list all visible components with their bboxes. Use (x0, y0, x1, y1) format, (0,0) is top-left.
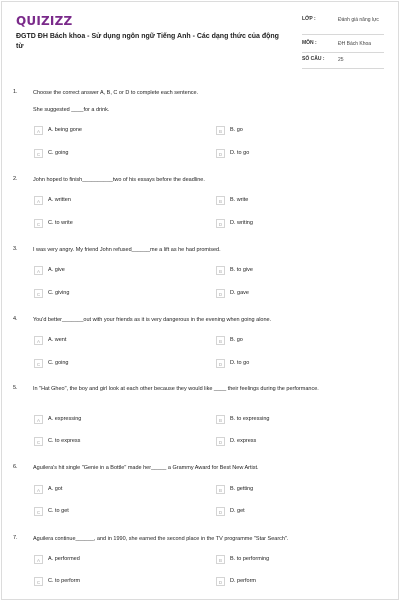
quizizz-logo: QUIZIZZ (16, 14, 73, 28)
option-text: D. gave (230, 290, 249, 296)
option-letter-box: A (34, 485, 43, 494)
option-letter-box: C (34, 359, 43, 368)
meta-class-row (302, 16, 384, 35)
option-text: A. being gone (48, 127, 82, 133)
option-letter-box: C (34, 577, 43, 586)
option-text: A. went (48, 337, 67, 343)
option-text: D. perform (230, 578, 256, 584)
option-letter-box: A (34, 266, 43, 275)
meta-subject-row (302, 40, 384, 53)
option-text: C. going (48, 360, 69, 366)
worksheet-title: ĐGTD ĐH Bách khoa - Sử dụng ngôn ngữ Tiếng Anh - Các dạng thức của động từ (16, 33, 279, 50)
option-letter-box: C (34, 149, 43, 158)
option-text: A. expressing (48, 416, 82, 422)
option-letter-box: C (34, 507, 43, 516)
option-letter-box: D (216, 149, 225, 158)
option-text: B. go (230, 127, 243, 133)
question-number: 1. (13, 89, 18, 95)
option-letter-box: D (216, 507, 225, 516)
option-letter-box: D (216, 437, 225, 446)
option-text: B. to performing (230, 556, 270, 562)
option-letter-box: B (216, 266, 225, 275)
option-text: C. giving (48, 290, 70, 296)
question-text: She suggested ____for a drink. (33, 107, 110, 113)
option-letter-box: A (34, 126, 43, 135)
option-letter-box: A (34, 555, 43, 564)
option-letter-box: C (34, 219, 43, 228)
option-letter-box: D (216, 359, 225, 368)
option-letter-box: A (34, 415, 43, 424)
option-letter-box: B (216, 555, 225, 564)
question-text: In "Hat Gheo", the boy and girl look at each other because they would like ____ their feelings during the performance. (33, 386, 319, 392)
option-letter-box: C (34, 289, 43, 298)
question-text: Aguilera continue______, and in 1990, she earned the second place in the TV programme "Star Search". (33, 536, 289, 542)
meta-subject-label: MÔN : (302, 40, 317, 46)
option-letter-box: B (216, 196, 225, 205)
option-letter-box: B (216, 336, 225, 345)
option-text: C. to write (48, 220, 73, 226)
question-number: 2. (13, 176, 18, 182)
option-text: C. going (48, 150, 69, 156)
option-text: A. got (48, 486, 63, 492)
option-text: B. to give (230, 267, 253, 273)
option-letter-box: B (216, 415, 225, 424)
option-text: C. to perform (48, 578, 81, 584)
option-letter-box: D (216, 219, 225, 228)
question-number: 6. (13, 464, 18, 470)
option-text: B. go (230, 337, 243, 343)
option-text: A. give (48, 267, 65, 273)
option-text: D. get (230, 508, 245, 514)
meta-count-row (302, 56, 384, 69)
option-text: B. getting (230, 486, 254, 492)
option-text: C. to get (48, 508, 69, 514)
meta-count-label: SỐ CÂU : (302, 56, 325, 62)
option-text: D. express (230, 438, 257, 444)
option-letter-box: A (34, 336, 43, 345)
option-letter-box: C (34, 437, 43, 446)
question-number: 4. (13, 316, 18, 322)
question-text: John hoped to finish__________two of his essays before the deadline. (33, 177, 205, 183)
option-text: D. writing (230, 220, 253, 226)
meta-count-value: 25 (338, 57, 344, 63)
question-text: Aguilera's hit single "Genie in a Bottle" made her_____ a Grammy Award for Best New Artist. (33, 465, 259, 471)
question-text: I was very angry. My friend John refused______me a lift as he had promised. (33, 247, 221, 253)
question-text: You'd better_______out with your friends as it is very dangerous in the evening when going alone. (33, 317, 272, 323)
option-text: B. to expressing (230, 416, 270, 422)
meta-class-value: Đánh giá năng lực (338, 17, 379, 23)
option-letter-box: D (216, 289, 225, 298)
option-letter-box: B (216, 126, 225, 135)
question-instruction: Choose the correct answer A, B, C or D to complete each sentence. (33, 90, 199, 96)
option-text: A. performed (48, 556, 80, 562)
question-number: 5. (13, 385, 18, 391)
meta-class-label: LỚP : (302, 16, 316, 22)
option-text: B. write (230, 197, 249, 203)
option-text: D. to go (230, 360, 250, 366)
option-letter-box: A (34, 196, 43, 205)
option-text: C. to express (48, 438, 81, 444)
option-text: A. written (48, 197, 71, 203)
option-text: D. to go (230, 150, 250, 156)
question-number: 7. (13, 535, 18, 541)
option-letter-box: D (216, 577, 225, 586)
question-number: 3. (13, 246, 18, 252)
option-letter-box: B (216, 485, 225, 494)
meta-subject-value: ĐH Bách Khoa (338, 41, 372, 47)
